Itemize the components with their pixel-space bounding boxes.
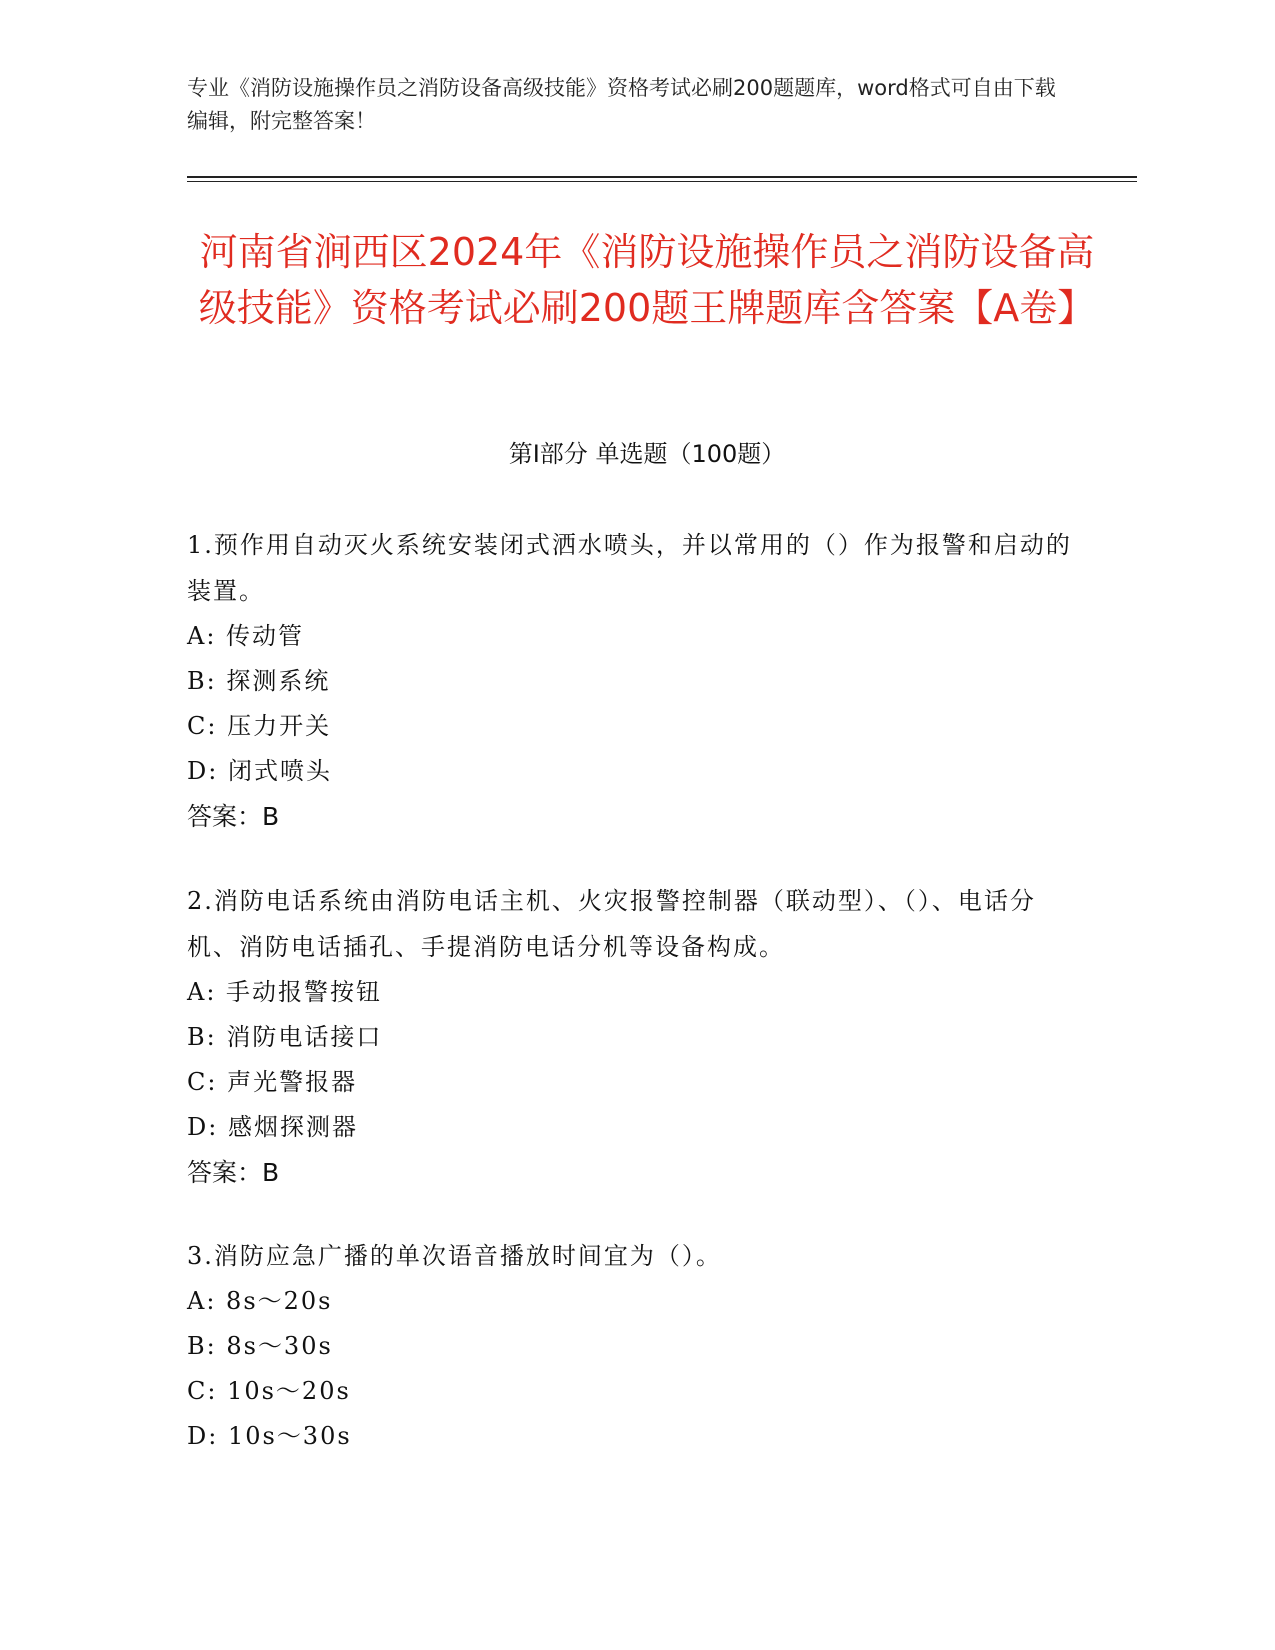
option-b: B: 消防电话接口 (187, 1023, 383, 1051)
option-b: B: 探测系统 (187, 667, 331, 695)
question-stem: 2.消防电话系统由消防电话主机、火灾报警控制器（联动型）、（）、电话分机、消防电话插孔、手提消防电话分机等设备构成。 (187, 887, 1036, 961)
option-a: A: 传动管 (187, 622, 305, 650)
question-stem: 1.预作用自动灭火系统安装闭式洒水喷头，并以常用的（）作为报警和启动的装置。 (187, 531, 1072, 605)
option-c: C: 10s～20s (187, 1377, 351, 1405)
option-d: D: 10s～30s (187, 1422, 352, 1450)
option-c: C: 声光警报器 (187, 1068, 358, 1096)
option-d: D: 闭式喷头 (187, 757, 332, 785)
question-stem: 3.消防应急广播的单次语音播放时间宜为（）。 (187, 1242, 722, 1270)
answer: 答案：B (187, 802, 280, 831)
option-c: C: 压力开关 (187, 712, 332, 740)
option-d: D: 感烟探测器 (187, 1113, 358, 1141)
option-a: A: 手动报警按钮 (187, 978, 383, 1006)
document-title: 河南省涧西区2024年《消防设施操作员之消防设备高级技能》资格考试必刷200题王牌题库含答案【A卷】 (198, 230, 1096, 330)
question-1 (187, 522, 1087, 840)
option-a: A: 8s～20s (187, 1287, 333, 1315)
question-3 (187, 1233, 1087, 1459)
option-b: B: 8s～30s (187, 1332, 333, 1360)
section-title: 第Ⅰ部分 单选题（100题） (508, 440, 786, 468)
answer: 答案：B (187, 1158, 280, 1187)
header-divider (187, 176, 1137, 182)
question-2 (187, 878, 1087, 1196)
header-note: 专业《消防设施操作员之消防设备高级技能》资格考试必刷200题题库，word格式可自由下载编辑，附完整答案！ (187, 76, 1056, 133)
